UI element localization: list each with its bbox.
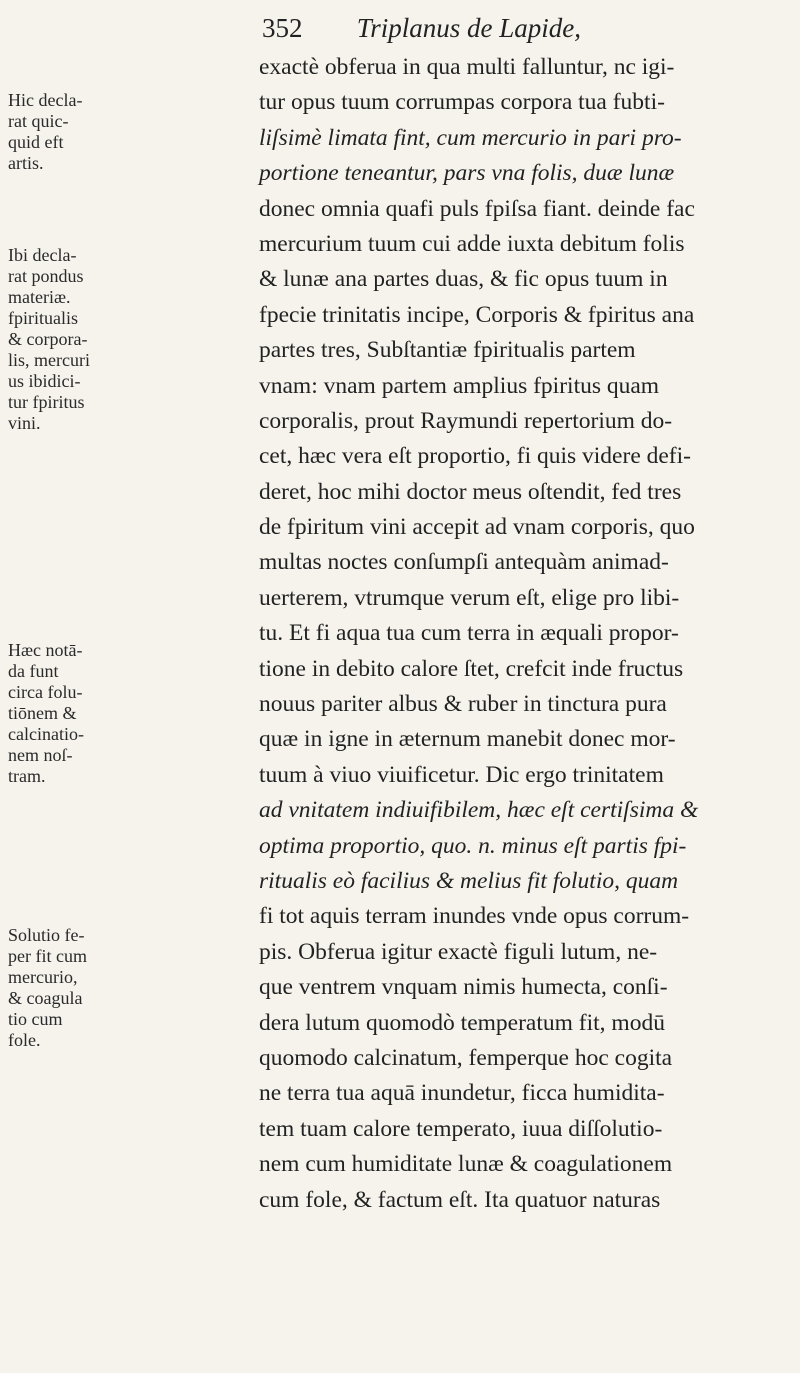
margin-note-line: & corpora- (8, 329, 88, 349)
text-line: pis. Obferua igitur exactè figuli lutum, ne- (259, 938, 658, 965)
text-line: fi tot aquis terram inundes vnde opus corrum- (259, 903, 690, 930)
margin-note (8, 640, 108, 787)
margin-note-line: materiæ. (8, 287, 71, 307)
margin-note-line: Solutio fe- (8, 925, 85, 945)
margin-note-line: lis, mercuri (8, 350, 90, 370)
margin-note-line: rat quic- (8, 111, 69, 131)
text-line: tu. Et fi aqua tua cum terra in æquali propor- (259, 620, 679, 647)
margin-note-line: vini. (8, 413, 41, 433)
margin-note-line: tio cum (8, 1009, 63, 1029)
margin-note-line: circa folu- (8, 682, 83, 702)
text-line: optima proportio, quo. n. minus eſt partis fpi- (259, 832, 687, 859)
text-line: portione teneantur, pars vna folis, duæ lunæ (259, 160, 675, 187)
margin-note-line: quid eft (8, 132, 64, 152)
margin-note-line: fpiritualis (8, 308, 78, 328)
text-line: deret, hoc mihi doctor meus oſtendit, fed tres (259, 478, 682, 505)
running-title: Triplanus de Lapide, (356, 13, 582, 43)
text-line: fpecie trinitatis incipe, Corporis & fpiritus ana (259, 301, 695, 328)
text-line: tione in debito calore ſtet, crefcit inde fructus (259, 655, 684, 682)
text-line: mercurium tuum cui adde iuxta debitum folis (259, 230, 685, 257)
body-text (259, 50, 784, 1218)
text-line: uerterem, vtrumque verum eſt, elige pro libi- (259, 584, 680, 611)
text-line: vnam: vnam partem amplius fpiritus quam (259, 372, 660, 399)
running-header (262, 10, 782, 46)
margin-note-line: artis. (8, 153, 44, 173)
margin-note-line: tram. (8, 766, 46, 786)
margin-note-line: nem noſ- (8, 745, 73, 765)
margin-note-line: per fit cum (8, 946, 87, 966)
text-line: multas noctes conſumpſi antequàm animad- (259, 549, 669, 576)
text-line: cum fole, & factum eſt. Ita quatuor naturas (259, 1186, 661, 1213)
text-line: tuum à viuo viuificetur. Dic ergo trinitatem (259, 761, 664, 788)
margin-note (8, 925, 108, 1051)
text-line: dera lutum quomodò temperatum fit, modū (259, 1009, 665, 1036)
margin-note (8, 90, 108, 174)
text-line: que ventrem vnquam nimis humecta, conſi- (259, 974, 668, 1001)
margin-note-line: calcinatio- (8, 724, 84, 744)
margin-note (8, 245, 108, 434)
page-number: 352 (262, 13, 303, 43)
text-line: cet, hæc vera eſt proportio, fi quis videre defi- (259, 443, 691, 470)
margin-note-line: da funt (8, 661, 59, 681)
text-line: quomodo calcinatum, femperque hoc cogita (259, 1044, 673, 1071)
text-line: partes tres, Subſtantiæ fpiritualis partem (259, 337, 636, 364)
margin-note-line: mercurio, (8, 967, 78, 987)
text-line: nouus pariter albus & ruber in tinctura pura (259, 691, 667, 718)
text-line: tem tuam calore temperato, iuua diſſolutio- (259, 1115, 663, 1142)
margin-note-line: us ibidici- (8, 371, 81, 391)
margin-note-line: Hic decla- (8, 90, 83, 110)
text-line: quæ in igne in æternum manebit donec mor- (259, 726, 676, 753)
text-line: donec omnia quafi puls fpiſsa fiant. deinde fac (259, 195, 695, 222)
text-line: nem cum humiditate lunæ & coagulationem (259, 1151, 673, 1178)
margin-note-line: tur fpiritus (8, 392, 85, 412)
text-line: exactè obferua in qua multi falluntur, nc igi- (259, 54, 675, 80)
text-line: corporalis, prout Raymundi repertorium do- (259, 407, 673, 434)
text-line: ad vnitatem indiuifibilem, hæc eſt certiſsima & (259, 797, 699, 824)
margin-note-line: fole. (8, 1030, 41, 1050)
margin-note-line: tiōnem & (8, 703, 77, 723)
margin-note-line: rat pondus (8, 266, 84, 286)
text-line: ne terra tua aquā inundetur, ficca humidita- (259, 1080, 665, 1107)
text-line: liſsimè limata fint, cum mercurio in pari pro- (259, 124, 682, 151)
text-line: de fpiritum vini accepit ad vnam corporis, quo (259, 514, 695, 541)
text-line: tur opus tuum corrumpas corpora tua fubti- (259, 89, 665, 116)
margin-note-line: Ibi decla- (8, 245, 77, 265)
text-line: ritualis eò facilius & melius fit folutio, quam (259, 867, 679, 894)
text-line: & lunæ ana partes duas, & fic opus tuum in (259, 266, 668, 293)
margin-note-line: & coagula (8, 988, 83, 1008)
margin-note-line: Hæc notā- (8, 640, 83, 660)
